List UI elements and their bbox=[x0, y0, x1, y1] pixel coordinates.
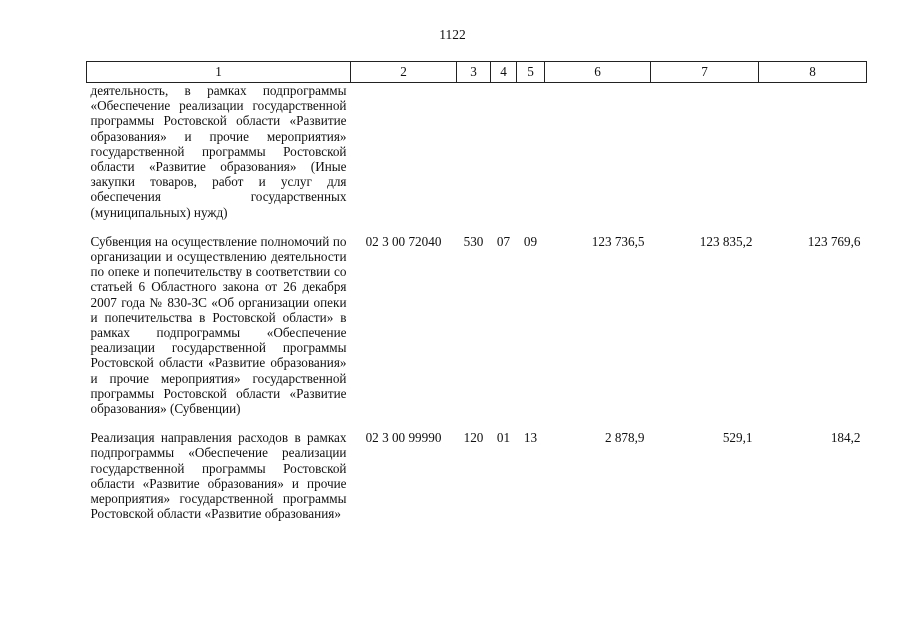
row-code: 02 3 00 72040 bbox=[365, 233, 442, 249]
row-value-7: 529,1 bbox=[722, 430, 753, 446]
row-value-6: 123 736,5 bbox=[591, 233, 645, 249]
header-col-8: 8 bbox=[759, 62, 867, 83]
row-col-5: 09 bbox=[523, 233, 538, 249]
row-col-4: 01 bbox=[496, 430, 511, 446]
table-body bbox=[87, 83, 867, 534]
table-row bbox=[87, 428, 867, 533]
header-col-7: 7 bbox=[651, 62, 759, 83]
row-value-7: 123 835,2 bbox=[699, 233, 753, 249]
header-col-4: 4 bbox=[491, 62, 517, 83]
row-description: деятельность, в рамках подпрограммы «Обеспечение реализации государственной программы Ростовской области «Развитие образования» и прочие мероприятия» государственной программы Ростовской области «Развитие образования» (Иные закупки товаров, работ и услуг для обеспечения государственных (муниципальных) нужд) bbox=[90, 83, 347, 220]
row-value-8: 184,2 bbox=[830, 430, 861, 446]
table-row bbox=[87, 83, 867, 232]
row-description: Реализация направления расходов в рамках подпрограммы «Обеспечение реализации государственной программы Ростовской области «Развитие образования» и прочие мероприятия» государственной программы Ростовской области «Развитие образования» bbox=[90, 430, 347, 522]
row-col-4 bbox=[491, 83, 517, 232]
row-value-8: 123 769,6 bbox=[807, 233, 861, 249]
row-col-3 bbox=[457, 83, 491, 232]
budget-table bbox=[86, 61, 867, 533]
row-value-8 bbox=[759, 83, 867, 232]
header-col-5: 5 bbox=[517, 62, 545, 83]
row-value-6 bbox=[545, 83, 651, 232]
row-col-4: 07 bbox=[496, 233, 511, 249]
row-col-5: 13 bbox=[523, 430, 538, 446]
table-row bbox=[87, 232, 867, 428]
row-code: 02 3 00 99990 bbox=[365, 430, 442, 446]
header-col-1: 1 bbox=[87, 62, 351, 83]
row-code bbox=[351, 83, 457, 232]
row-description: Субвенция на осуществление полномочий по организации и осуществлению деятельности по опеке и попечительству в соответствии со статьей 6 Областного закона от 26 декабря 2007 года № 830-ЗС «Об организации опеки и попечительства в Ростовской области» в рамках подпрограммы «Обеспечение реализации государственной программы Ростовской области «Развитие образования» и прочие мероприятия» государственной программы Ростовской области «Развитие образования» (Субвенции) bbox=[90, 233, 347, 417]
row-value-6: 2 878,9 bbox=[604, 430, 645, 446]
row-col-3: 530 bbox=[463, 233, 484, 249]
table-header bbox=[87, 62, 867, 83]
header-col-6: 6 bbox=[545, 62, 651, 83]
header-row bbox=[87, 62, 867, 83]
header-col-3: 3 bbox=[457, 62, 491, 83]
row-col-3: 120 bbox=[463, 430, 484, 446]
header-col-2: 2 bbox=[351, 62, 457, 83]
row-col-5 bbox=[517, 83, 545, 232]
page-number: 1122 bbox=[439, 27, 466, 42]
row-value-7 bbox=[651, 83, 759, 232]
